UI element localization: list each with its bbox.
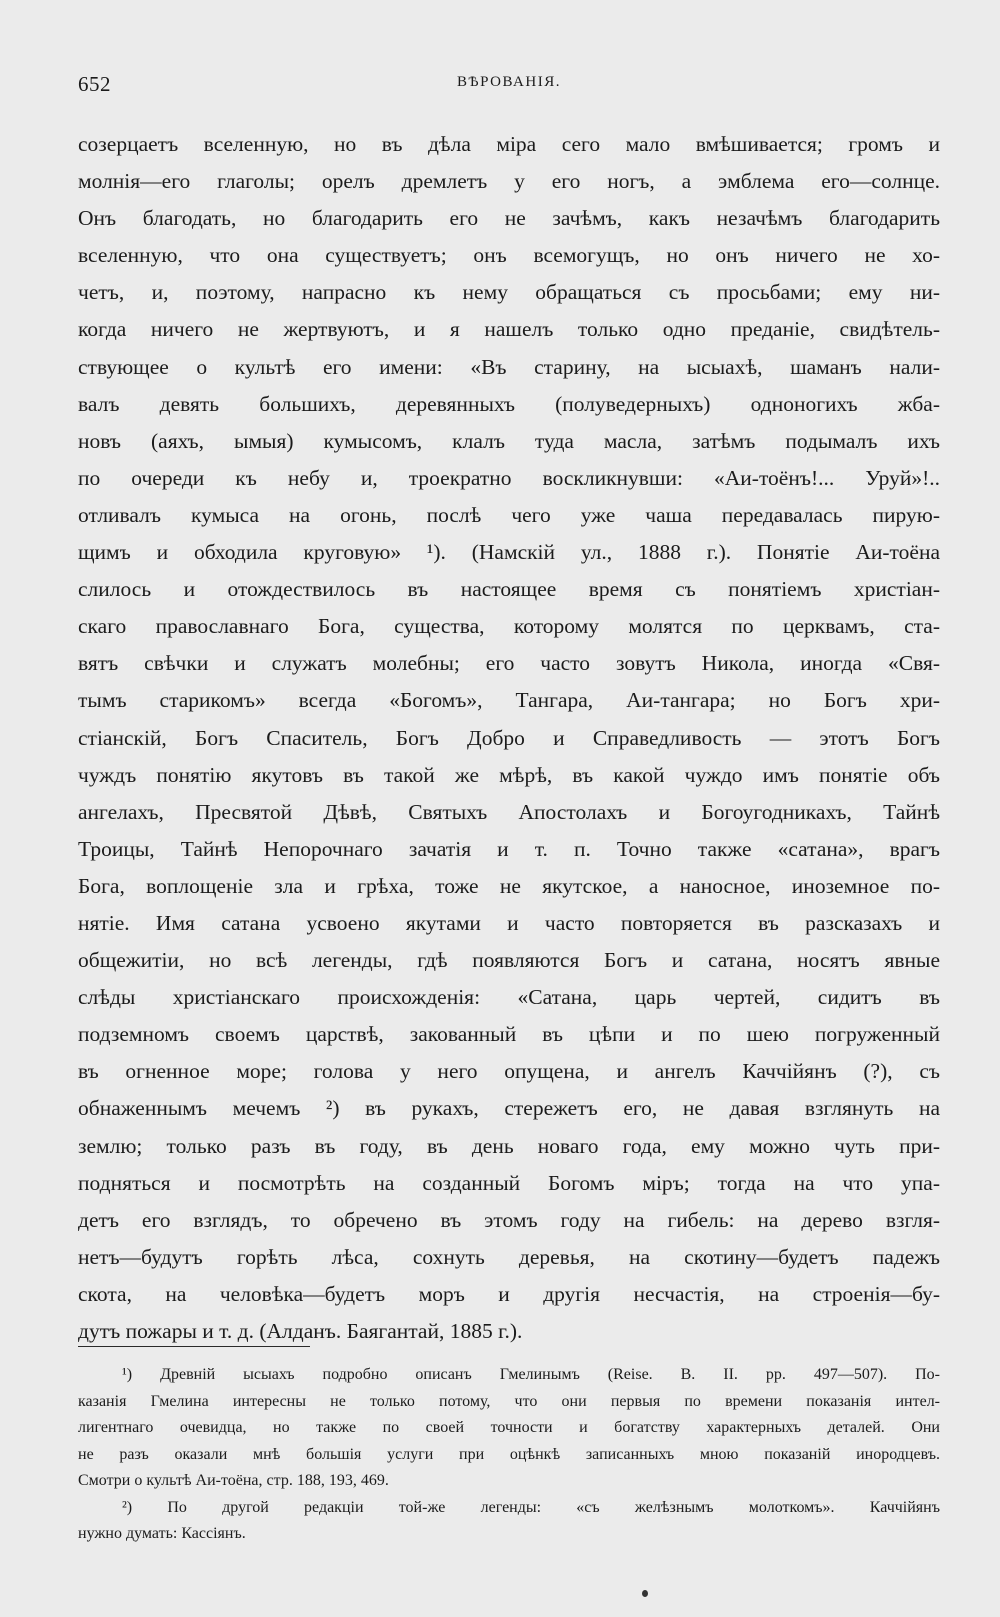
ink-speck (642, 1590, 648, 1597)
body-line: ствующее о культѣ его имени: «Въ старину, на ысыахѣ, шаманъ нали- (78, 354, 940, 379)
body-line: скаго православнаго Бога, существа, которому молятся по церквамъ, ста- (78, 614, 940, 639)
footnote-line: не разъ оказали мнѣ большія услуги при оцѣнкѣ записанныхъ мною показаній инородцевъ. (78, 1445, 940, 1463)
page-number: 652 (78, 72, 111, 96)
footnote-line: лигентнаго очевидца, но также по своей точности и богатству характерныхъ деталей. Они (78, 1419, 940, 1436)
footnote-line: нужно думать: Кассіянъ. (78, 1525, 246, 1542)
body-line: Онъ благодать, но благодарить его не зачѣмъ, какъ незачѣмъ благодарить (78, 206, 940, 231)
running-head (78, 72, 940, 102)
running-title: ВѢРОВАНІЯ. (457, 74, 561, 90)
body-line: обнаженнымъ мечемъ ²) въ рукахъ, стережетъ его, не давая взглянуть на (78, 1096, 940, 1121)
body-line: четъ, и, поэтому, напрасно къ нему обращаться съ просьбами; ему ни- (78, 280, 940, 305)
footnote-divider (78, 1346, 310, 1347)
body-line: созерцаетъ вселенную, но въ дѣла міра сего мало вмѣшивается; громъ и (78, 132, 940, 156)
body-line: валъ девять большихъ, деревянныхъ (полуведерныхъ) одноногихъ жба- (78, 391, 940, 416)
body-line: вселенную, что она существуетъ; онъ всемогущъ, но онъ ничего не хо- (78, 243, 940, 268)
body-line: слилось и отождествилось въ настоящее время съ понятіемъ христіан- (78, 577, 940, 602)
footnotes (78, 1362, 940, 1548)
body-line: землю; только разъ въ году, въ день новаго года, ему можно чуть при- (78, 1133, 940, 1158)
body-line: Бога, воплощеніе зла и грѣха, тоже не якутское, а наносное, иноземное по- (78, 873, 940, 898)
body-line: детъ его взглядъ, то обречено въ этомъ году на гибель: на дерево взгля- (78, 1207, 940, 1232)
body-line: ангелахъ, Пресвятой Дѣвѣ, Святыхъ Апостолахъ и Богоугодникахъ, Тайнѣ (78, 799, 940, 824)
footnote-line: ²) По другой редакціи той-же легенды: «съ желѣзнымъ молоткомъ». Каччійянъ (122, 1498, 940, 1516)
body-line: нетъ—будутъ горѣть лѣса, сохнуть деревья, на скотину—будетъ падежъ (78, 1244, 940, 1269)
body-line: когда ничего не жертвуютъ, и я нашелъ только одно преданіе, свидѣтель- (78, 317, 940, 342)
footnote-line: Смотри о культѣ Аи-тоёна, стр. 188, 193, 469. (78, 1472, 389, 1489)
footnote-line: казанія Гмелина интересны не только потому, что они первыя по времени показанія интел- (78, 1392, 940, 1410)
body-line: дутъ пожары и т. д. (Алданъ. Баягантай, 1885 г.). (78, 1319, 523, 1343)
body-line: общежитіи, но всѣ легенды, гдѣ появляются Богъ и сатана, носятъ явные (78, 948, 940, 973)
body-line: молнія—его глаголы; орелъ дремлетъ у его ногъ, а эмблема его—солнце. (78, 169, 940, 194)
footnote-line: ¹) Древній ысыахъ подробно описанъ Гмелинымъ (Reise. B. II. pp. 497—507). По- (122, 1366, 940, 1383)
body-line: тымъ старикомъ» всегда «Богомъ», Тангара, Аи-тангара; но Богъ хри- (78, 688, 940, 713)
body-line: чуждъ понятію якутовъ въ такой же мѣрѣ, въ какой чуждо имъ понятіе объ (78, 762, 940, 787)
body-line: слѣды христіанскаго происхожденія: «Сатана, царь чертей, сидитъ въ (78, 985, 940, 1010)
body-line: щимъ и обходила круговую» ¹). (Намскій ул., 1888 г.). Понятіе Аи-тоёна (78, 540, 940, 565)
body-line: подняться и посмотрѣть на созданный Богомъ міръ; тогда на что упа- (78, 1170, 940, 1195)
body-line: стіанскій, Богъ Спаситель, Богъ Добро и Справедливость — этотъ Богъ (78, 725, 940, 750)
body-line: подземномъ своемъ царствѣ, закованный въ цѣпи и по шею погруженный (78, 1022, 940, 1047)
body-line: отливалъ кумыса на огонь, послѣ чего уже чаша передавалась пирую- (78, 502, 940, 527)
body-line: Троицы, Тайнѣ Непорочнаго зачатія и т. п. Точно также «сатана», врагъ (78, 836, 940, 861)
body-line: новъ (аяхъ, ымыя) кумысомъ, клалъ туда масла, затѣмъ подымалъ ихъ (78, 428, 940, 453)
body-text (78, 126, 940, 1350)
body-line: скота, на человѣка—будетъ моръ и другія несчастія, на строенія—бу- (78, 1281, 940, 1306)
body-line: вятъ свѣчки и служатъ молебны; его часто зовутъ Никола, иногда «Свя- (78, 651, 940, 676)
body-line: по очереди къ небу и, троекратно воскликнувши: «Аи-тоёнъ!... Уруй»!.. (78, 465, 940, 490)
body-line: нятіе. Имя сатана усвоено якутами и часто повторяется въ разсказахъ и (78, 910, 940, 935)
body-line: въ огненное море; голова у него опущена, и ангелъ Каччійянъ (?), съ (78, 1059, 940, 1084)
